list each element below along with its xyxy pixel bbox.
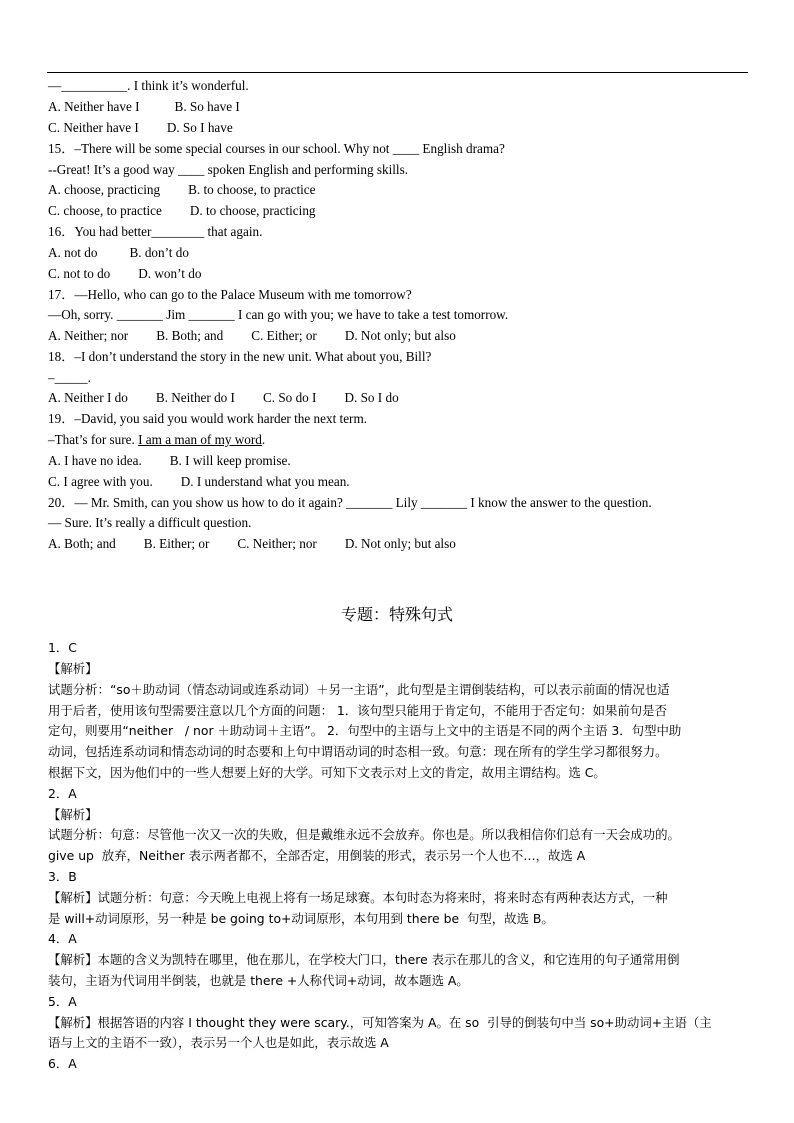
q16-option-c: C. not to do [48, 266, 111, 281]
header-rule [47, 72, 748, 73]
answer-5-number: 5．A [48, 994, 77, 1009]
answer-2-line: give up 放弃，Neither 表示两者都不，全部否定，用倒装的形式，表示另一个人也不…，故选 A [48, 848, 586, 863]
q18-stem2: –_____. [48, 370, 91, 385]
answer-3-line: 【解析】试题分析：句意：今天晚上电视上将有一场足球赛。本句时态为将来时，将来时态有两种表达方式，一种 [48, 890, 668, 905]
q14-option-d: D. So I have [166, 120, 233, 135]
answer-4-line: 【解析】本题的含义为凯特在哪里，他在那儿，在学校大门口，there 表示在那儿的含义，和它连用的句子通常用倒 [48, 952, 680, 967]
q14-answer-line: —__________. I think it’s wonderful. [48, 78, 249, 93]
answer-1-line: 根据下文，因为他们中的一些人想要上好的大学。可知下文表示对上文的肯定，故用主谓结构。选 C。 [48, 765, 606, 780]
q17-option-a: A. Neither; nor [48, 328, 129, 343]
q17-option-b: B. Both; and [156, 328, 224, 343]
q14-option-c: C. Neither have I [48, 120, 139, 135]
q20-option-a: A. Both; and [48, 536, 116, 551]
q17-option-d: D. Not only; but also [344, 328, 456, 343]
q15-options-row2 [48, 203, 316, 219]
q19-option-b: B. I will keep promise. [169, 453, 291, 468]
answer-4-number: 4．A [48, 931, 77, 946]
answer-2-line: 试题分析：句意：尽管他一次又一次的失败，但是戴维永远不会放弃。你也是。所以我相信你们总有一天会成功的。 [48, 827, 680, 842]
answer-3-line: 是 will+动词原形，另一种是 be going to+动词原形，本句用到 there be 句型，故选 B。 [48, 911, 554, 926]
q15-option-c: C. choose, to practice [48, 203, 162, 218]
q18-option-b: B. Neither do I [155, 390, 235, 405]
q20-options [48, 536, 456, 552]
q20-option-d: D. Not only; but also [344, 536, 456, 551]
q19-option-d: D. I understand what you mean. [180, 474, 350, 489]
q19-stem2-prefix: –That’s for sure. [48, 432, 139, 447]
answer-1-number: 1．C [48, 640, 77, 655]
q18-options [48, 390, 399, 406]
q16-options-row2 [48, 266, 201, 282]
q14-option-a: A. Neither have I [48, 99, 140, 114]
answer-1-line: 用于后者，使用该句型需要注意以几个方面的问题： 1．该句型只能用于肯定句，不能用于否定句：如果前句是否 [48, 703, 667, 718]
q15-option-b: B. to choose, to practice [188, 182, 316, 197]
q16-option-a: A. not do [48, 245, 98, 260]
answer-6-number: 6．A [48, 1056, 77, 1071]
q19-option-a: A. I have no idea. [48, 453, 142, 468]
q18-option-a: A. Neither I do [48, 390, 128, 405]
q17-stem2: —Oh, sorry. _______ Jim _______ I can go with you; we have to take a test tomorrow. [48, 307, 509, 322]
answer-1-line: 动词，包括连系动词和情态动词的时态要和上句中谓语动词的时态相一致。句意：现在所有的学生学习都很努力。 [48, 744, 668, 759]
q17-options [48, 328, 456, 344]
answer-1-line: 定句，则要用“neither / nor ＋助动词＋主语”。 2．句型中的主语与上文中的主语是不同的两个主语 3．句型中助 [48, 723, 682, 738]
q18-stem1: 18．–I don’t understand the story in the new unit. What about you, Bill? [48, 349, 432, 364]
q19-stem2 [48, 432, 265, 448]
q14-options-row1 [48, 99, 240, 115]
q19-options-row2 [48, 474, 350, 490]
q15-option-a: A. choose, practicing [48, 182, 161, 197]
q18-option-d: D. So I do [344, 390, 399, 405]
q14-option-b: B. So have I [174, 99, 240, 114]
q17-option-c: C. Either; or [251, 328, 317, 343]
q19-stem2-suffix: . [261, 432, 266, 447]
q20-option-b: B. Either; or [143, 536, 210, 551]
q19-option-c: C. I agree with you. [48, 474, 153, 489]
answer-2-number: 2．A [48, 786, 77, 801]
q19-options-row1 [48, 453, 291, 469]
q15-stem2: --Great! It’s a good way ____ spoken English and performing skills. [48, 162, 409, 177]
q15-option-d: D. to choose, practicing [189, 203, 316, 218]
answer-3-number: 3．B [48, 869, 77, 884]
answers-title: 专题：特殊句式 [340, 605, 453, 624]
q19-stem1: 19．–David, you said you would work harder the next term. [48, 411, 367, 426]
q19-underlined-phrase: I am a man of my word [138, 432, 262, 447]
q15-options-row1 [48, 182, 316, 198]
q16-stem: 16．You had better________ that again. [48, 224, 263, 239]
answer-5-line: 语与上文的主语不一致），表示另一个人也是如此，表示故选 A [48, 1035, 389, 1050]
q17-stem1: 17．—Hello, who can go to the Palace Museum with me tomorrow? [48, 287, 412, 302]
q20-stem2: — Sure. It’s really a difficult question. [48, 515, 252, 530]
answer-2-tag: 【解析】 [48, 807, 98, 822]
q18-option-c: C. So do I [262, 390, 317, 405]
answer-1-tag: 【解析】 [48, 661, 98, 676]
q20-stem1: 20．— Mr. Smith, can you show us how to do it again? _______ Lily _______ I know the answer to the question. [48, 495, 652, 510]
q20-option-c: C. Neither; nor [237, 536, 317, 551]
q14-options-row2 [48, 120, 233, 136]
q15-stem1: 15．–There will be some special courses in our school. Why not ____ English drama? [48, 141, 505, 156]
q16-option-b: B. don’t do [129, 245, 189, 260]
answer-4-line: 装句，主语为代词用半倒装，也就是 there +人称代词+动词，故本题选 A。 [48, 973, 469, 988]
q16-option-d: D. won’t do [138, 266, 202, 281]
answer-5-line: 【解析】根据答语的内容 I thought they were scary.，可知答案为 A。在 so 引导的倒装句中当 so+助动词+主语（主 [48, 1015, 712, 1030]
answer-1-line: 试题分析：“so＋助动词（情态动词或连系动词）＋另一主语”，此句型是主谓倒装结构，可以表示前面的情况也适 [48, 682, 670, 697]
q16-options-row1 [48, 245, 189, 261]
